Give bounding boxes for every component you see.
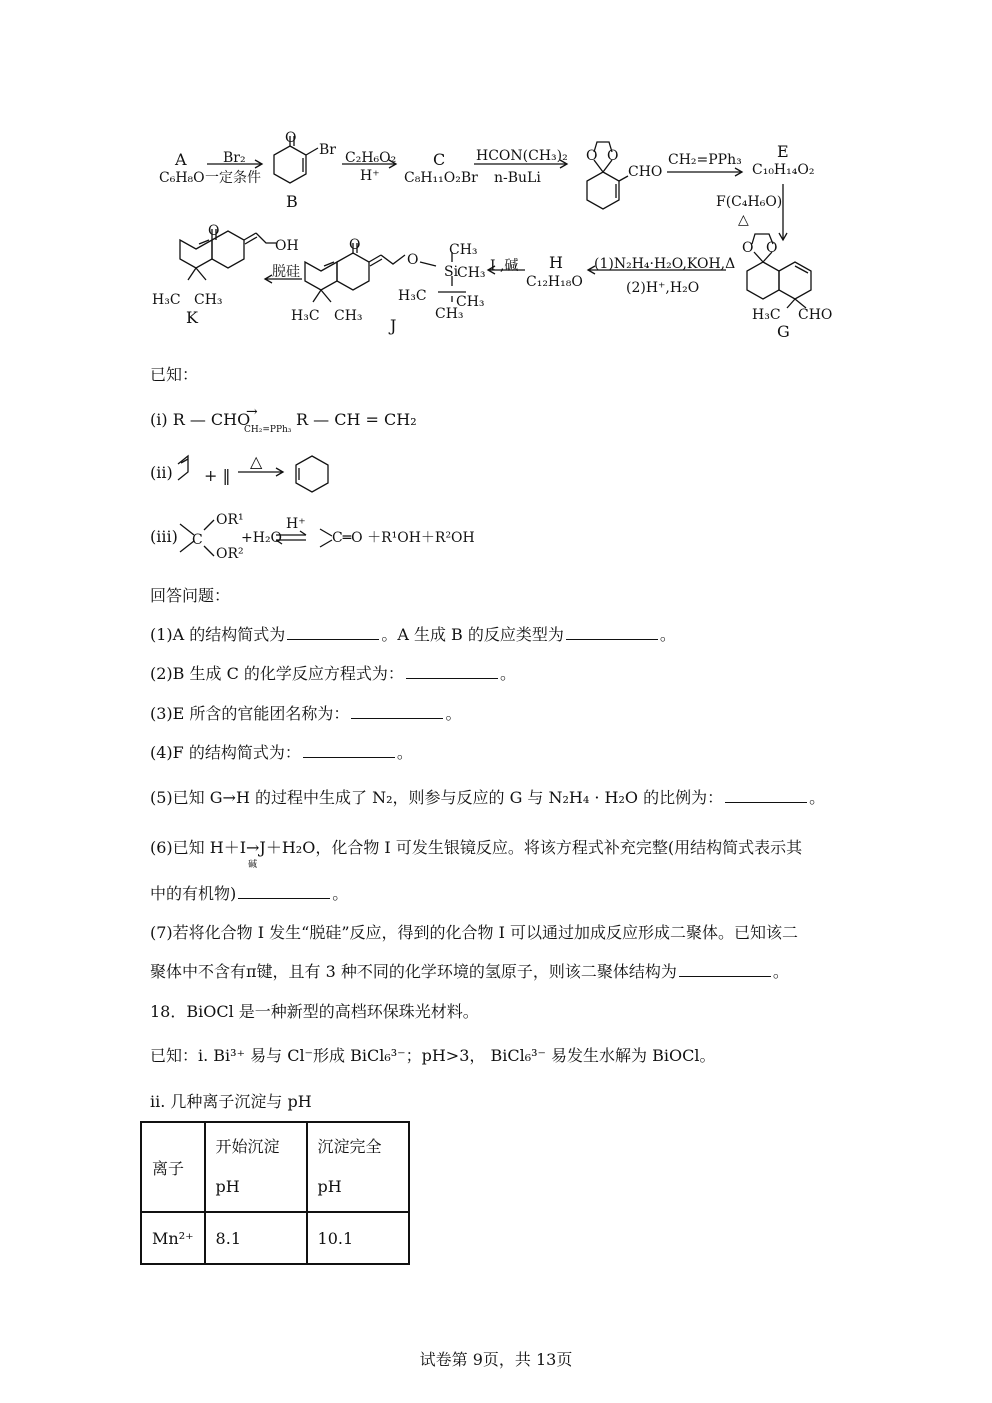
question-1 bbox=[150, 625, 676, 645]
compound-b-bromine: Br bbox=[319, 142, 336, 158]
answer-blank-7[interactable] bbox=[679, 962, 771, 977]
known-i-product: R — CH = CH₂ bbox=[296, 410, 417, 429]
known-iii-product: C═O ＋R¹OH＋R²OH bbox=[332, 530, 475, 546]
table-header-complete-unit: pH bbox=[317, 1177, 342, 1196]
compound-d-aldehyde: CHO bbox=[628, 164, 663, 180]
compound-g-oxygen-2: O bbox=[766, 240, 778, 256]
step2-reagent: C₂H₆O₂ bbox=[345, 150, 397, 166]
question-6-line-2 bbox=[150, 884, 348, 904]
answer-blank-5[interactable] bbox=[725, 788, 807, 803]
table-header-complete-label: 沉淀完全 bbox=[317, 1137, 382, 1156]
compound-j-ketone-oxygen: O bbox=[349, 237, 361, 253]
known-i-reagent: CH₂=PPh₃ bbox=[244, 425, 292, 435]
table-header-row bbox=[141, 1122, 409, 1212]
compound-j-ether-oxygen: O bbox=[407, 252, 419, 268]
compound-b-oxygen: O bbox=[285, 130, 297, 146]
compound-j-silicon: Si bbox=[444, 264, 459, 280]
question-4 bbox=[150, 743, 413, 763]
question-6-text-b: 中的有机物) bbox=[150, 884, 237, 903]
compound-k-hydroxyl: OH bbox=[275, 238, 299, 254]
question-4-text-b: 。 bbox=[396, 743, 413, 762]
compound-k-methyl-2: CH₃ bbox=[194, 292, 223, 308]
question-7-line-2 bbox=[150, 962, 789, 982]
compound-k-methyl-1: H₃C bbox=[152, 292, 181, 308]
precipitation-ph-table bbox=[140, 1121, 410, 1265]
known-iii-label: (iii) bbox=[150, 527, 178, 546]
compound-b-label: B bbox=[286, 192, 298, 211]
compound-j-label: J bbox=[390, 316, 397, 335]
known-iii-or2: OR² bbox=[216, 546, 244, 562]
compound-k-label: K bbox=[186, 308, 198, 327]
compound-g-methyl: H₃C bbox=[752, 307, 781, 323]
known-i-reactant: (i) R — CHO bbox=[150, 410, 251, 429]
known-iii-water: +H₂O bbox=[241, 530, 283, 546]
answer-blank-2[interactable] bbox=[406, 664, 498, 679]
compound-j-ring-methyl-1: H₃C bbox=[291, 308, 320, 324]
question-1-text-b: 。A 生成 B 的反应类型为 bbox=[381, 625, 564, 644]
compound-j-methyl-a: CH₃ bbox=[449, 242, 478, 258]
compound-a-label: A bbox=[175, 150, 187, 169]
compound-d-oxygen-2: O bbox=[607, 148, 619, 164]
known-iii-or1: OR¹ bbox=[216, 512, 244, 528]
known-iii-condition: H⁺ bbox=[286, 516, 306, 532]
compound-j-methyl-e: CH₃ bbox=[435, 306, 464, 322]
compound-j-methyl-c: H₃C bbox=[398, 288, 427, 304]
table-cell-ion: Mn²⁺ bbox=[141, 1212, 205, 1264]
compound-k-oxygen: O bbox=[208, 223, 220, 239]
compound-j-methyl-b: CH₃ bbox=[457, 265, 486, 281]
table-cell-start-ph: 8.1 bbox=[205, 1212, 307, 1264]
question-1-text-c: 。 bbox=[659, 625, 676, 644]
question-6-base-label: 碱 bbox=[248, 860, 258, 870]
question-5-text-b: 。 bbox=[809, 788, 826, 807]
question-5 bbox=[150, 788, 825, 808]
question-5-text-a: (5)已知 G→H 的过程中生成了 N₂，则参与反应的 G 与 N₂H₄ · H₂O 的比例为： bbox=[150, 788, 724, 807]
question-18-known: 已知：i. Bi³⁺ 易与 Cl⁻形成 BiCl₆³⁻；pH>3， BiCl₆³⁻ 易发生水解为 BiOCl。 bbox=[150, 1046, 716, 1065]
question-18-intro: 18．BiOCl 是一种新型的高档环保珠光材料。 bbox=[150, 1002, 479, 1021]
compound-g-aldehyde: CHO bbox=[798, 307, 833, 323]
compound-a-formula: C₆H₈O bbox=[159, 170, 205, 186]
compound-h-label: H bbox=[549, 253, 563, 272]
compound-j-ring-methyl-2: CH₃ bbox=[334, 308, 363, 324]
compound-g-oxygen-1: O bbox=[742, 240, 754, 256]
question-3-text-a: (3)E 所含的官能团名称为： bbox=[150, 704, 350, 723]
known-ii-label: (ii) bbox=[150, 463, 173, 482]
question-7-line-1: (7)若将化合物 I 发生“脱硅”反应，得到的化合物 I 可以通过加成反应形成二聚体。已知该二 bbox=[150, 923, 799, 942]
compound-c-label: C bbox=[433, 150, 446, 169]
question-4-text-a: (4)F 的结构简式为： bbox=[150, 743, 301, 762]
step1-condition: 一定条件 bbox=[205, 170, 261, 186]
table-header-start-unit: pH bbox=[215, 1177, 240, 1196]
reaction-scheme bbox=[0, 0, 992, 600]
page-footer: 试卷第 9页，共 13页 bbox=[419, 1350, 573, 1369]
compound-h-formula: C₁₂H₁₈O bbox=[526, 274, 583, 290]
step7-reagent: I ,碱 bbox=[490, 258, 519, 274]
compound-c-formula: C₈H₁₁O₂Br bbox=[404, 170, 478, 186]
question-3 bbox=[150, 704, 461, 724]
compound-e-formula: C₁₀H₁₄O₂ bbox=[752, 162, 815, 178]
question-7-text-c: 。 bbox=[772, 962, 789, 981]
table-row bbox=[141, 1212, 409, 1264]
answer-blank-4[interactable] bbox=[303, 743, 395, 758]
question-2-text-a: (2)B 生成 C 的化学反应方程式为： bbox=[150, 664, 404, 683]
question-1-text-a: (1)A 的结构简式为 bbox=[150, 625, 286, 644]
step3-reagent: HCON(CH₃)₂ bbox=[476, 148, 568, 164]
table-title: ii. 几种离子沉淀与 pH bbox=[150, 1092, 312, 1111]
known-title: 已知： bbox=[150, 365, 199, 384]
step4-reagent: CH₂=PPh₃ bbox=[668, 152, 742, 168]
known-i-arrow: → bbox=[246, 404, 258, 420]
answer-blank-1b[interactable] bbox=[566, 625, 658, 640]
answer-blank-6[interactable] bbox=[238, 884, 330, 899]
known-iii-carbon: C bbox=[192, 532, 203, 548]
compound-d-oxygen-1: O bbox=[586, 148, 598, 164]
answer-title: 回答问题： bbox=[150, 586, 231, 605]
compound-e-label: E bbox=[777, 142, 789, 161]
question-3-text-b: 。 bbox=[445, 704, 462, 723]
step6-reagent: (1)N₂H₄·H₂O,KOH,Δ bbox=[594, 256, 736, 272]
question-7-text-b: 聚体中不含有π键，且有 3 种不同的化学环境的氢原子，则该二聚体结构为 bbox=[150, 962, 677, 981]
known-ii-condition: △ bbox=[250, 452, 263, 471]
answer-blank-3[interactable] bbox=[351, 704, 443, 719]
step1-reagent: Br₂ bbox=[223, 150, 246, 166]
answer-blank-1a[interactable] bbox=[287, 625, 379, 640]
question-2-text-b: 。 bbox=[499, 664, 516, 683]
compound-j-methyl-d: CH₃ bbox=[456, 294, 485, 310]
question-2 bbox=[150, 664, 516, 684]
question-6-line-1: (6)已知 H＋I→J＋H₂O，化合物 I 可发生银镜反应。将该方程式补充完整(用结构简式表示其 bbox=[150, 838, 803, 857]
table-header-complete bbox=[307, 1122, 409, 1212]
step5-reagent: F(C₄H₆O) bbox=[716, 194, 783, 210]
step6-condition: (2)H⁺,H₂O bbox=[626, 280, 700, 296]
known-ii-plus: + ‖ bbox=[204, 466, 231, 485]
step2-condition: H⁺ bbox=[360, 168, 380, 184]
question-6-text-c: 。 bbox=[332, 884, 349, 903]
step3-condition: n-BuLi bbox=[494, 170, 541, 186]
compound-g-label: G bbox=[777, 322, 790, 341]
table-header-start-label: 开始沉淀 bbox=[215, 1137, 280, 1156]
step5-condition: △ bbox=[738, 212, 749, 228]
table-header-ion: 离子 bbox=[141, 1122, 205, 1212]
table-header-start bbox=[205, 1122, 307, 1212]
step8-reagent: 脱硅 bbox=[272, 264, 300, 280]
table-cell-complete-ph: 10.1 bbox=[307, 1212, 409, 1264]
